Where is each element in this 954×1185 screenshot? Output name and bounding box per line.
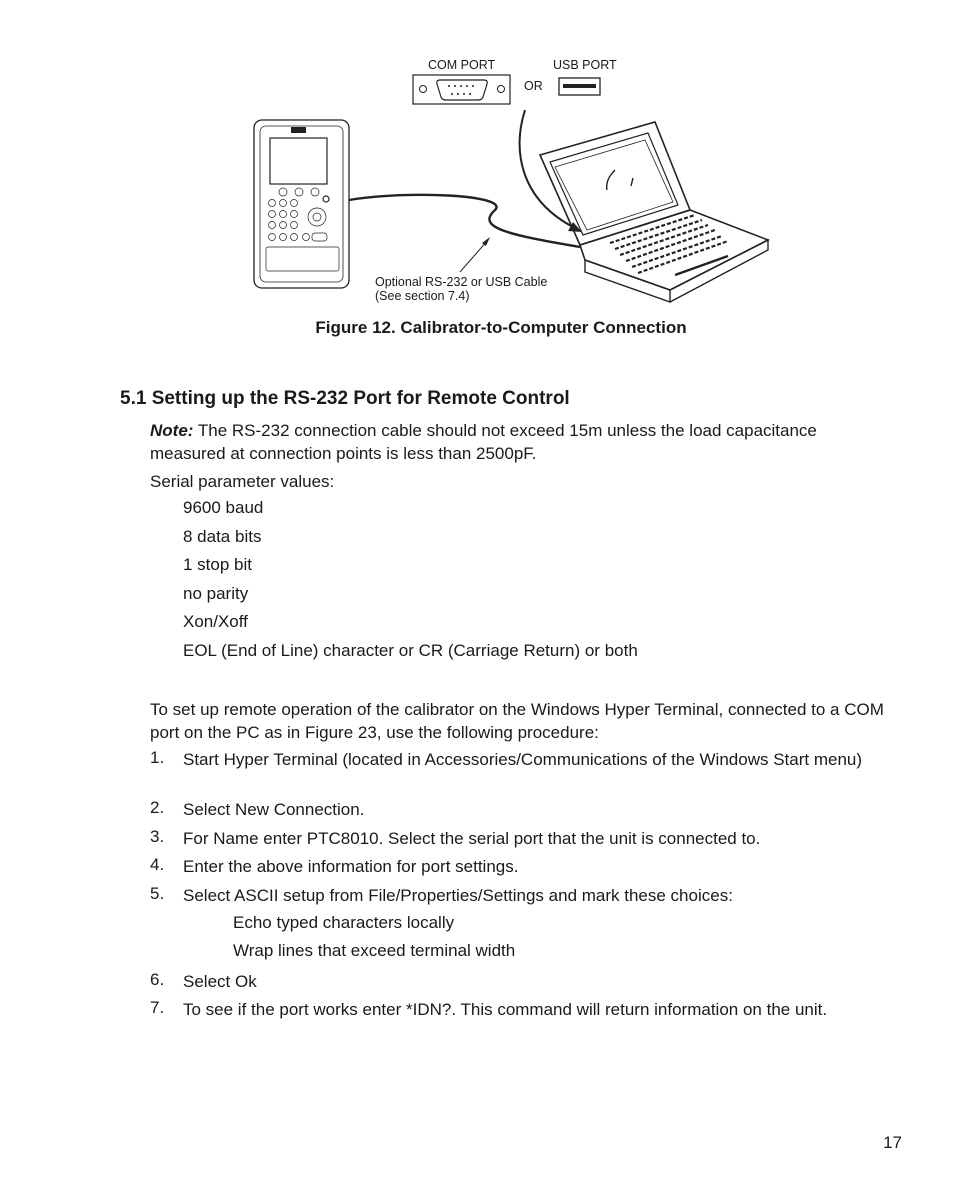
cable-label-line1: Optional RS-232 or USB Cable bbox=[375, 275, 548, 289]
step-number: 3. bbox=[150, 827, 165, 846]
substep-item: Echo typed characters locally bbox=[233, 913, 455, 932]
or-label: OR bbox=[524, 79, 543, 93]
step-text: Select Ok bbox=[183, 972, 257, 991]
cable-label-line2: (See section 7.4) bbox=[375, 289, 470, 303]
procedure-intro: To set up remote operation of the calibrator on the Windows Hyper Terminal, connected to a COM port on the PC as in Figure 23, use the following procedure: bbox=[150, 700, 884, 742]
step-text: Start Hyper Terminal (located in Accessories/Communications of the Windows Start menu) bbox=[183, 750, 863, 769]
substep-item: Wrap lines that exceed terminal width bbox=[233, 941, 516, 960]
page-number: 17 bbox=[883, 1133, 902, 1152]
param-item: EOL (End of Line) character or CR (Carriage Return) or both bbox=[183, 641, 638, 660]
section-title: 5.1 Setting up the RS-232 Port for Remote Control bbox=[120, 388, 570, 409]
step-number: 1. bbox=[150, 748, 165, 767]
connection-diagram bbox=[250, 50, 780, 310]
step-number: 7. bbox=[150, 998, 165, 1017]
figure-caption: Figure 12. Calibrator-to-Computer Connection bbox=[315, 318, 687, 337]
step-number: 2. bbox=[150, 798, 165, 817]
step-number: 6. bbox=[150, 970, 165, 989]
serial-intro: Serial parameter values: bbox=[150, 472, 335, 491]
note-text: The RS-232 connection cable should not exceed 15m unless the load capacitance measured at connection points is less than 2500pF. bbox=[150, 421, 817, 463]
note-label: Note: bbox=[150, 421, 194, 440]
usb-port-icon bbox=[559, 78, 600, 95]
step-text: Select New Connection. bbox=[183, 800, 365, 819]
step-number: 5. bbox=[150, 884, 165, 903]
param-item: 8 data bits bbox=[183, 527, 262, 546]
com-port-label: COM PORT bbox=[428, 58, 496, 72]
param-item: 1 stop bit bbox=[183, 555, 252, 574]
step-text: To see if the port works enter *IDN?. This command will return information on the unit. bbox=[183, 1000, 828, 1019]
param-item: 9600 baud bbox=[183, 498, 264, 517]
step-text: Enter the above information for port settings. bbox=[183, 857, 519, 876]
step-text: For Name enter PTC8010. Select the serial port that the unit is connected to. bbox=[183, 829, 761, 848]
usb-port-label: USB PORT bbox=[553, 58, 617, 72]
note-paragraph bbox=[150, 419, 885, 465]
step-text: Select ASCII setup from File/Properties/Settings and mark these choices: bbox=[183, 886, 733, 905]
step-number: 4. bbox=[150, 855, 165, 874]
param-item: Xon/Xoff bbox=[183, 612, 248, 631]
calibrator-computer-figure bbox=[250, 50, 780, 310]
calibrator-device-icon bbox=[254, 120, 349, 288]
com-port-icon bbox=[413, 75, 510, 104]
laptop-icon bbox=[540, 122, 768, 302]
param-item: no parity bbox=[183, 584, 249, 603]
